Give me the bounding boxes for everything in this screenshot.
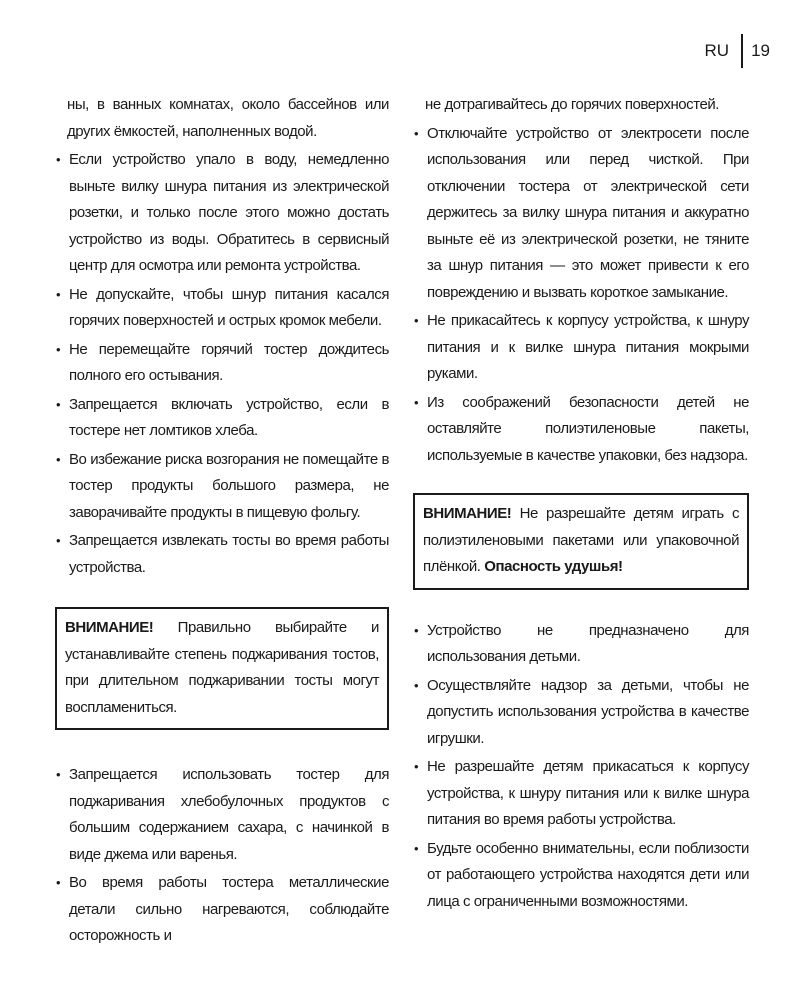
list-item: • Во избежание риска возгорания не помещайте в тостер продукты большого размера, не заворачивайте продукты в пищевую фольгу.	[55, 447, 389, 527]
warning-box	[413, 493, 749, 590]
warning-label: ВНИМАНИЕ!	[423, 505, 512, 522]
warning-emphasis: Опасность удушья!	[484, 558, 623, 575]
list-item: • Не прикасайтесь к корпусу устройства, к шнуру питания и к вилке шнура питания мокрыми руками.	[413, 308, 749, 388]
list-item: • Не перемещайте горячий тостер дождитесь полного его остывания.	[55, 337, 389, 390]
list-item: • Осуществляйте надзор за детьми, чтобы не допустить использования устройства в качестве игрушки.	[413, 673, 749, 753]
page-number: 19	[751, 41, 770, 60]
warning-box	[55, 607, 389, 730]
list-item: • Если устройство упало в воду, немедленно выньте вилку шнура питания из электрической розетки, и только после этого можно достать устройство из воды. Обратитесь в сервисный центр для осмотра или ремонта устройства.	[55, 147, 389, 280]
page-header	[705, 34, 770, 68]
list-item: • Не допускайте, чтобы шнур питания касался горячих поверхностей и острых кромок мебели.	[55, 282, 389, 335]
list-item: • Запрещается включать устройство, если в тостере нет ломтиков хлеба.	[55, 392, 389, 445]
list-item: • Запрещается использовать тостер для поджаривания хлебобулочных продуктов с большим содержанием сахара, с начинкой в виде джема или варенья.	[55, 762, 389, 868]
list-item: • Из соображений безопасности детей не оставляйте полиэтиленовые пакеты, используемые в качестве упаковки, без надзора.	[413, 390, 749, 470]
warning-label: ВНИМАНИЕ!	[65, 619, 154, 636]
safety-list	[55, 762, 389, 950]
language-code: RU	[704, 41, 730, 60]
list-item: • Не разрешайте детям прикасаться к корпусу устройства, к шнуру питания или к вилке шнура питания во время работы устройства.	[413, 754, 749, 834]
continued-text: не дотрагивайтесь до горячих поверхностей.	[425, 96, 720, 113]
safety-list	[55, 147, 389, 581]
warning-text: Правильно выбирайте и устанавливайте степень поджаривания тостов, при длительном поджаривании тосты могут воспламениться.	[65, 619, 379, 716]
left-column	[55, 92, 389, 952]
safety-list	[413, 618, 749, 916]
safety-list	[413, 121, 749, 470]
list-item: • Будьте особенно внимательны, если поблизости от работающего устройства находятся дети или лица с ограниченными возможностями.	[413, 836, 749, 916]
list-item: • Во время работы тостера металлические детали сильно нагреваются, соблюдайте осторожность и	[55, 870, 389, 950]
warning-text: Не разрешайте детям играть с полиэтиленовыми пакетами или упаковочной плёнкой.	[423, 505, 739, 575]
list-item: • Отключайте устройство от электросети после использования или перед чисткой. При отключении тостера от электрической сети держитесь за вилку шнура питания и аккуратно выньте её из электрической розетки, не тяните за шнур питания — это может привести к его повреждению и вызвать короткое замыкание.	[413, 121, 749, 307]
right-column	[413, 92, 749, 917]
list-item: • Устройство не предназначено для использования детьми.	[413, 618, 749, 671]
continued-text: ны, в ванных комнатах, около бассейнов или других ёмкостей, наполненных водой.	[67, 96, 389, 140]
list-item: • Запрещается извлекать тосты во время работы устройства.	[55, 528, 389, 581]
